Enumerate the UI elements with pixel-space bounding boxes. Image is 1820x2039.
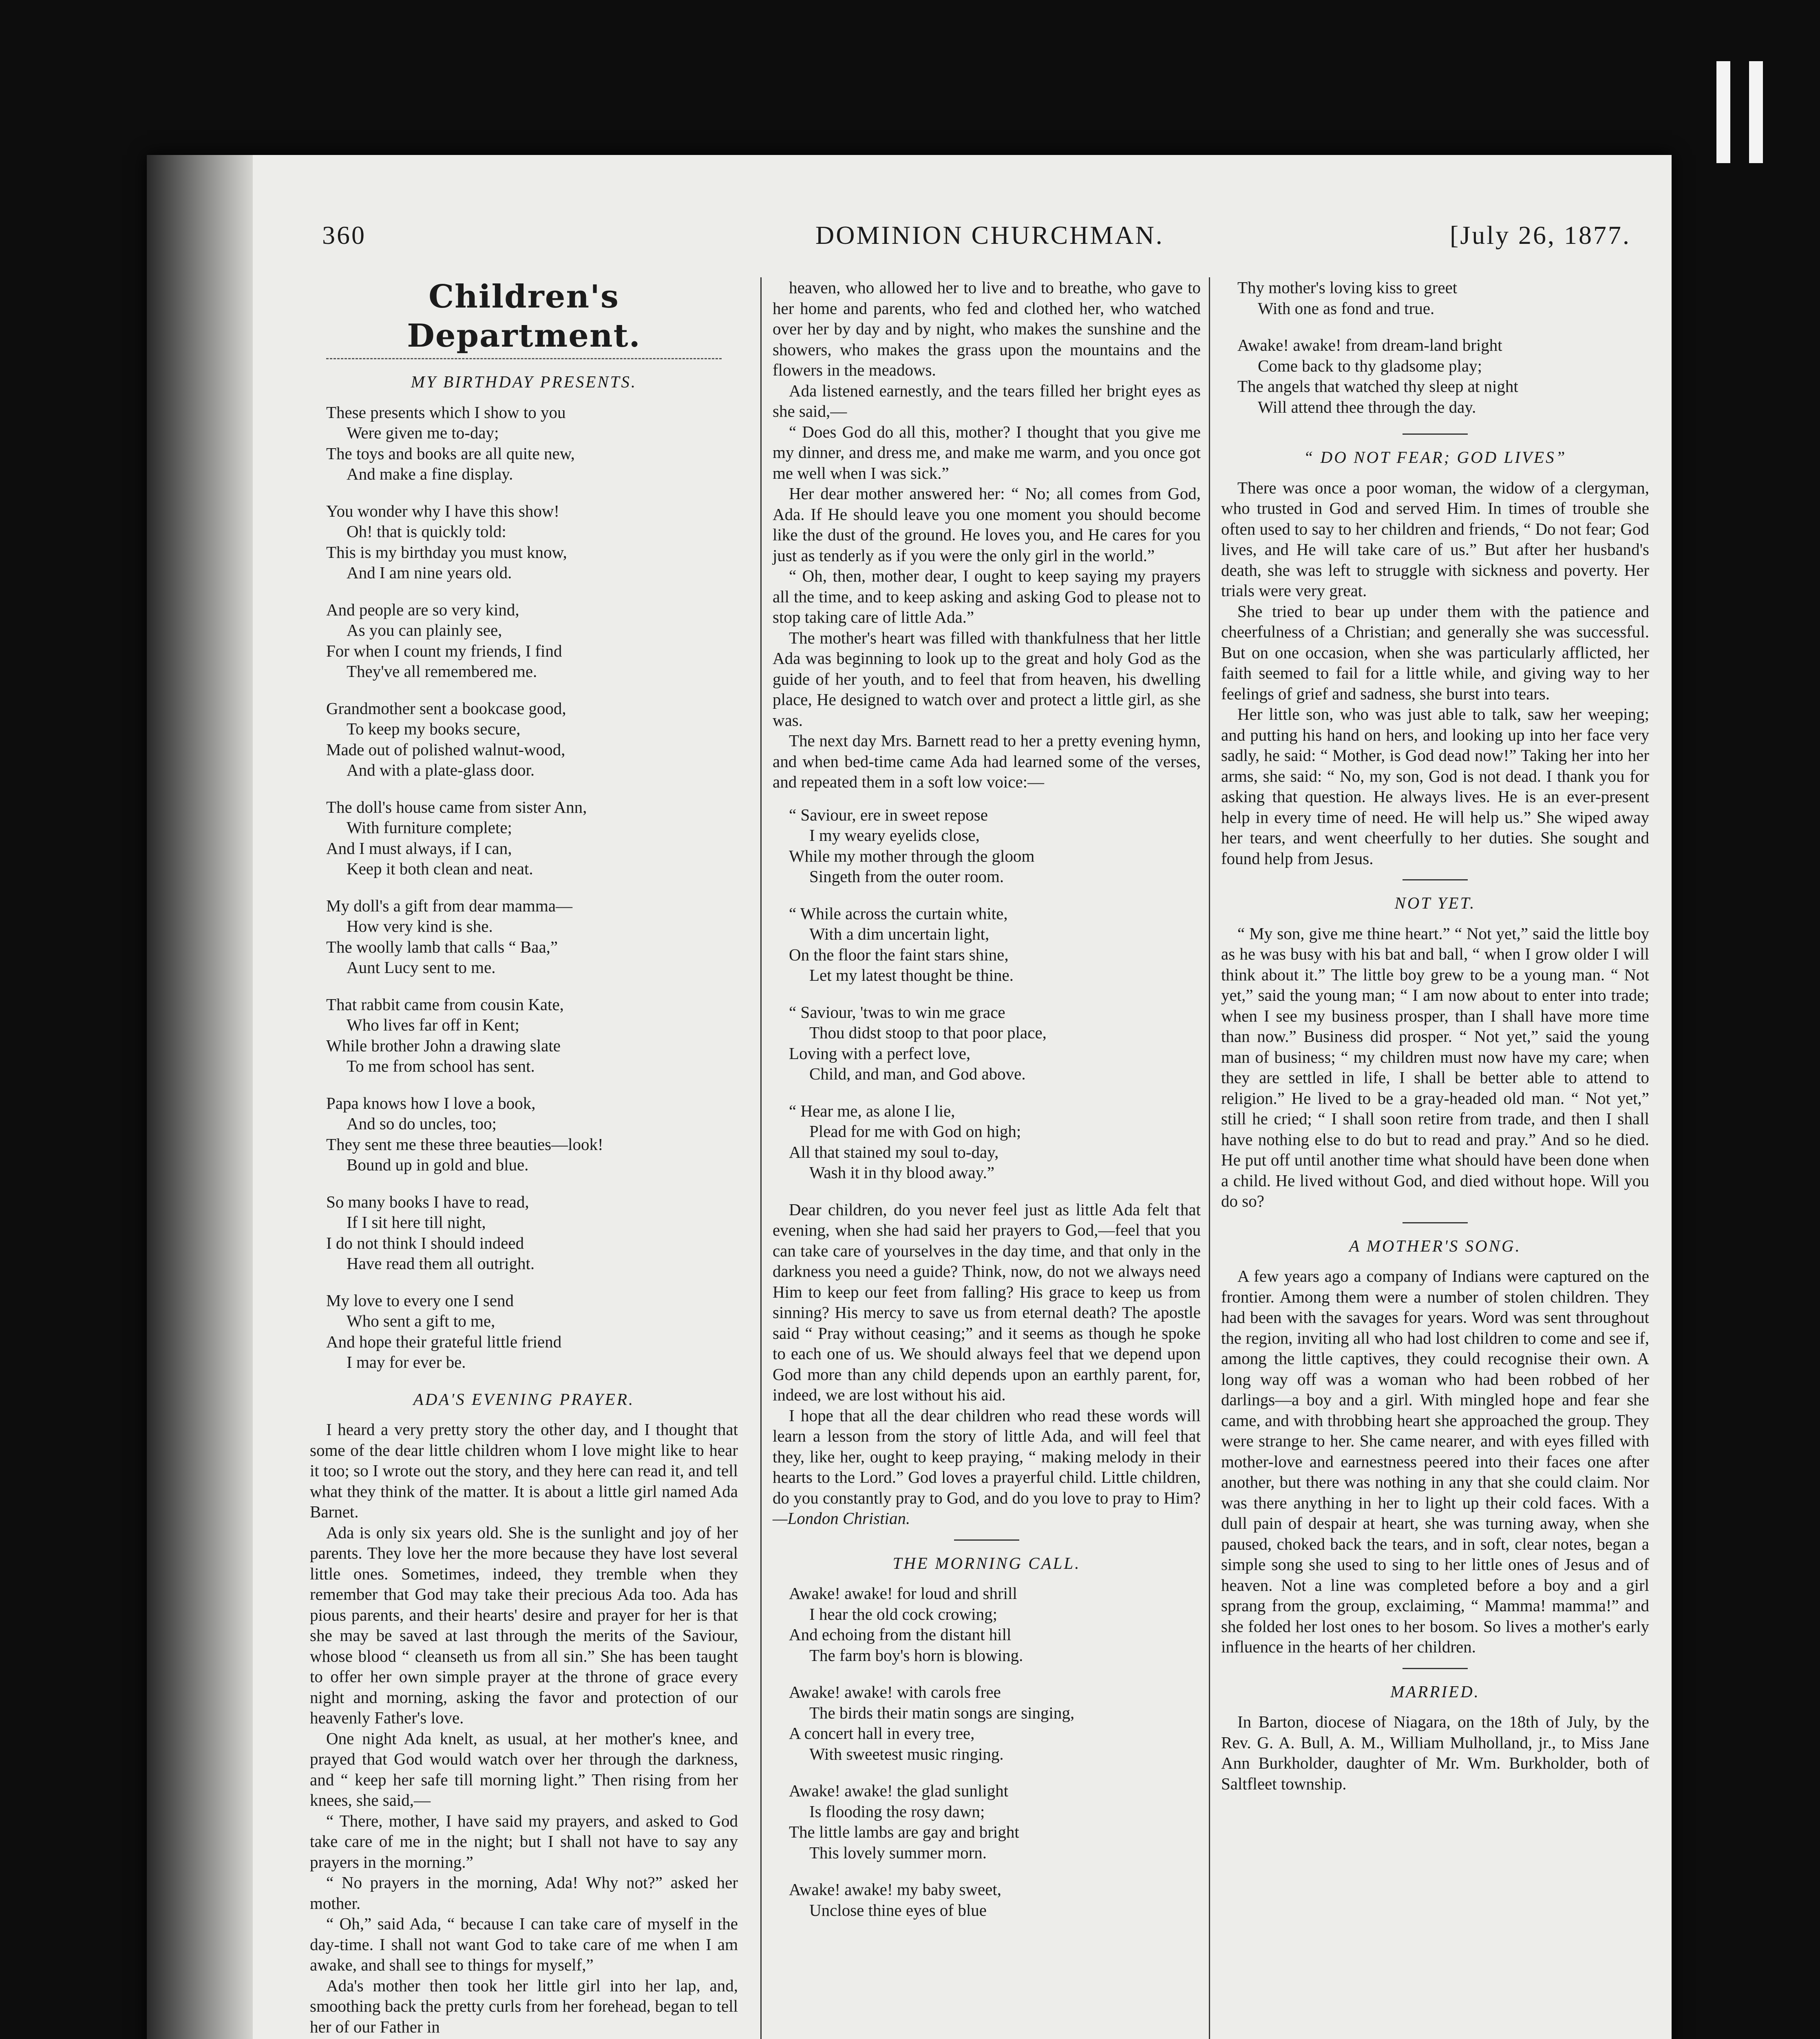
page-header (294, 212, 1647, 257)
verse-line: Aunt Lucy sent to me. (347, 958, 496, 977)
stanza (789, 1682, 1201, 1764)
verse-line: And I am nine years old. (347, 563, 512, 582)
story-title: ADA'S EVENING PRAYER. (413, 1389, 635, 1409)
verse-line: For when I count my friends, I find (326, 641, 562, 660)
verse-line: With furniture complete; (347, 818, 512, 837)
paragraph: The mother's heart was filled with thankfulness that her little Ada was beginning to look up to the great and holy God as the guide of her youth, and to feel that from heaven, his dwelling place, He designed to watch over and protect a little girl, as she was. (773, 628, 1201, 730)
paragraph: The next day Mrs. Barnett read to her a pretty evening hymn, and when bed-time came Ada had learned some of the verses, and repeated them in a soft low voice:— (773, 731, 1201, 791)
verse-line: Bound up in gold and blue. (347, 1155, 529, 1174)
verse-line: As you can plainly see, (347, 621, 502, 639)
section-divider (1403, 879, 1468, 880)
verse-line: With a dim uncertain light, (809, 924, 990, 943)
verse-line: Awake! awake! my baby sweet, (789, 1880, 1002, 1899)
notice-title: MARRIED. (1390, 1682, 1480, 1701)
column-1 (310, 277, 738, 2037)
verse-line: I may for ever be. (347, 1353, 466, 1371)
paragraph: A few years ago a company of Indians were captured on the frontier. Among them were a number of stolen children. They had been with the savages for years. Word was sent throughout the region, inviting all who had lost children to come and see if, among the little captives, they could recognise their own. A long way off was a woman who had been robbed of her darlings—a boy and a girl. With mingled hope and fear she came, and with throbbing heart she approached the group. They were strange to her. She came nearer, and with eyes filled with mother-love and earnestness peered into their faces one after another, but there was nothing in any that she could claim. Nor was there anything in her to light up their cold faces. With a dull pain of despair at heart, she was turning away, when she paused, choked back the tears, and in soft, clear notes, began a simple song she used to sing to her little ones of Jesus and of heaven. Not a line was completed before a boy and a girl sprang from the group, exclaiming, “ Mamma! mamma!” and she folded her lost ones to her bosom. So lives a mother's early influence in the hearts of her children. (1221, 1267, 1649, 1656)
verse-line: While my mother through the gloom (789, 846, 1035, 865)
verse-line: These presents which I show to you (326, 402, 566, 422)
paragraph: Her little son, who was just able to talk, saw her weeping; and putting his hand on hers, and looking up into her face very sadly, he said: “ Mother, is God dead now!” Taking her into her arms, she said: “ No, my son, God is not dead. I thank you for asking that question. He always lives. He is an ever-present help in every time of need. He will help us.” She wiped away her tears, and went cheerfully to her duties. She sought and found help from Jesus. (1221, 705, 1649, 868)
verse-line: My doll's a gift from dear mamma— (326, 896, 573, 915)
verse-line: With one as fond and true. (1258, 299, 1435, 318)
paragraph: One night Ada knelt, as usual, at her mother's knee, and prayed that God would watch over her through the darkness, and “ keep her safe till morning light.” Then rising from her knees, she said,— (310, 1729, 738, 1809)
section-divider (954, 1539, 1019, 1541)
verse-line: Child, and man, and God above. (809, 1064, 1026, 1083)
paragraph: Ada's mother then took her little girl into her lap, and, smoothing back the pretty curls from her forehead, began to tell her of our Father in (310, 1976, 738, 2036)
verse-line: And so do uncles, too; (347, 1114, 497, 1133)
story-not-yet (1221, 923, 1649, 1212)
verse-line: The farm boy's horn is blowing. (809, 1645, 1023, 1665)
story-continued (773, 277, 1201, 792)
page-gutter-shadow (147, 155, 253, 2039)
verse-line: Awake! awake! the glad sunlight (789, 1781, 1009, 1800)
title-divider (326, 358, 722, 359)
evening-hymn (773, 805, 1201, 1183)
poem-birthday-presents (310, 402, 738, 1373)
story-title: “ DO NOT FEAR; GOD LIVES” (1303, 448, 1567, 467)
verse-line: The woolly lamb that calls “ Baa,” (326, 937, 558, 956)
verse-line: The angels that watched thy sleep at night (1237, 377, 1518, 396)
stanza (326, 1192, 738, 1274)
stanza (789, 1002, 1201, 1084)
verse-line: “ Saviour, 'twas to win me grace (789, 1002, 1005, 1022)
verse-line: Awake! awake! for loud and shrill (789, 1584, 1017, 1603)
verse-line: And echoing from the distant hill (789, 1625, 1012, 1644)
stanza (326, 1290, 738, 1373)
verse-line: So many books I have to read, (326, 1192, 529, 1211)
stanza (789, 805, 1201, 887)
paragraph: “ My son, give me thine heart.” “ Not yet,” said the little boy as he was busy with his bat and ball, “ when I grow older I will think about it.” The little boy grew to be a young man. “ Not yet,” said the young man; “ I am now about to enter into trade; when I see my business prosper, than I shall have more time than now.” Business did prosper. “ Not yet,” said the young man of business; “ my children must now have my care; when they are settled in life, I shall be better able to attend to religion.” He lived to be a gray-headed old man. “ Not yet,” still he cried; “ I shall soon retire from trade, and then I shall have nothing else to do but to read and pray.” And so he died. He put off until another time what should have been done when a child. He lived without God, and died without hope. Will you do so? (1221, 924, 1649, 1210)
verse-line: And people are so very kind, (326, 600, 519, 619)
registration-mark (1749, 61, 1763, 163)
paragraph: I heard a very pretty story the other day, and I thought that some of the dear little children whom I love might like to hear it too; so I wrote out the story, and they here can read it, and tell what they think of the matter. It is about a little girl named Ada Barnet. (310, 1420, 738, 1521)
verse-line: The little lambs are gay and bright (789, 1822, 1019, 1841)
verse-line: On the floor the faint stars shine, (789, 945, 1009, 964)
verse-line: That rabbit came from cousin Kate, (326, 995, 564, 1014)
verse-line: Let my latest thought be thine. (809, 966, 1014, 984)
paragraph: She tried to bear up under them with the patience and cheerfulness of a Christian; and generally she was successful. But on one occasion, when she was particularly afflicted, her faith seemed to fail for a little while, and giving way to her feelings of grief and sadness, she burst into tears. (1221, 602, 1649, 703)
section-divider (1403, 1668, 1468, 1669)
issue-date: [July 26, 1877. (1450, 221, 1631, 250)
verse-line: And hope their grateful little friend (326, 1332, 562, 1351)
story-do-not-fear (1221, 478, 1649, 869)
story-adas-evening-prayer (310, 1419, 738, 2037)
stanza (326, 896, 738, 978)
verse-line: Who sent a gift to me, (347, 1311, 495, 1330)
stanza (326, 402, 738, 484)
source-credit: —London Christian. (773, 1509, 910, 1528)
verse-line: “ Hear me, as alone I lie, (789, 1101, 955, 1120)
publication-title: DOMINION CHURCHMAN. (815, 221, 1164, 250)
stanza (326, 797, 738, 879)
verse-line: “ While across the curtain white, (789, 904, 1008, 923)
verse-line: They sent me these three beauties—look! (326, 1134, 603, 1154)
stanza (1237, 277, 1649, 318)
section-divider (1403, 1222, 1468, 1223)
stanza (326, 501, 738, 583)
verse-line: Is flooding the rosy dawn; (809, 1802, 985, 1821)
verse-line: Made out of polished walnut-wood, (326, 740, 565, 759)
paragraph: Ada listened earnestly, and the tears filled her bright eyes as she said,— (773, 381, 1201, 420)
stanza (326, 698, 738, 781)
stanza (789, 1879, 1201, 1920)
story-title: A MOTHER'S SONG. (1349, 1236, 1521, 1255)
verse-line: Thy mother's loving kiss to greet (1237, 278, 1458, 297)
paragraph: Her dear mother answered her: “ No; all comes from God, Ada. If He should leave you one moment you should become like the dust of the ground. He loves you, and He cares for you just as tenderly as if you were the only girl in the world.” (773, 484, 1201, 565)
poem-morning-call (773, 1583, 1201, 1920)
stanza (789, 1583, 1201, 1665)
registration-mark (1716, 61, 1730, 163)
paragraph: heaven, who allowed her to live and to breathe, who gave to her home and parents, who fed and clothed her, who watched over her by day and by night, who makes the sunshine and the showers, who makes the grass upon the mountains and the flowers in the meadows. (773, 278, 1201, 379)
verse-line: To keep my books secure, (347, 719, 521, 738)
verse-line: The toys and books are all quite new, (326, 444, 575, 463)
stanza (326, 1093, 738, 1175)
story-mothers-song (1221, 1266, 1649, 1657)
paragraph: “ Does God do all this, mother? I thought that you give me my dinner, and dress me, and make me warm, and you once got me well when I was sick.” (773, 422, 1201, 482)
story-title: NOT YET. (1394, 893, 1476, 912)
verse-line: I my weary eyelids close, (809, 826, 980, 845)
verse-line: Thou didst stoop to that poor place, (809, 1023, 1047, 1042)
verse-line: Come back to thy gladsome play; (1258, 356, 1482, 375)
verse-line: And make a fine display. (347, 464, 513, 483)
verse-line: All that stained my soul to-day, (789, 1142, 999, 1161)
paragraph: There was once a poor woman, the widow of a clergyman, who trusted in God and served Him. In times of trouble she often used to say to her children and friends, “ Do not fear; God lives, and He will take care of us.” But after her husband's death, she was left to struggle with sickness and poverty. Her trials were very great. (1221, 478, 1649, 600)
verse-line: The doll's house came from sister Ann, (326, 797, 587, 816)
paragraph: “ Oh,” said Ada, “ because I can take care of myself in the day-time. I shall not want God to take care of me when I am awake, and shall see to things for myself,” (310, 1914, 738, 1974)
verse-line: I hear the old cock crowing; (809, 1604, 998, 1623)
verse-line: You wonder why I have this show! (326, 501, 560, 520)
verse-line: Loving with a perfect love, (789, 1044, 971, 1063)
verse-line: Unclose thine eyes of blue (809, 1900, 987, 1920)
verse-line: And with a plate-glass door. (347, 761, 535, 779)
verse-line: I do not think I should indeed (326, 1233, 524, 1252)
verse-line: This is my birthday you must know, (326, 542, 567, 562)
closing-paragraph-2: I hope that all the dear children who read these words will learn a lesson from the story of little Ada, and will feel that they, like her, ought to keep praying, “ making melody in their hearts to the Lord.” God loves a prayerful child. Little children, do you constantly pray to God, and do you love to pray to Him? —London Christian. (773, 1406, 1201, 1528)
verse-line: If I sit here till night, (347, 1213, 486, 1232)
poem-morning-call-continued (1221, 277, 1649, 417)
stanza (1237, 335, 1649, 417)
verse-line: The birds their matin songs are singing, (809, 1703, 1075, 1722)
verse-line: And I must always, if I can, (326, 838, 512, 858)
verse-line: Wash it in thy blood away.” (809, 1163, 995, 1182)
verse-line: A concert hall in every tree, (789, 1724, 975, 1743)
column-divider (1209, 277, 1210, 2039)
column-divider (760, 277, 762, 2039)
paragraph: “ There, mother, I have said my prayers, and asked to God take care of me in the night; but I shall not have to say any prayers in the morning.” (310, 1811, 738, 1871)
paragraph: Ada is only six years old. She is the sunlight and joy of her parents. They love her the more because they have lost several little ones. Sometimes, indeed, they tremble when they remember that God may take their precious Ada too. Ada has pious parents, and their hearts' desire and prayer for her is that she may be saved at last through the merits of the Saviour, whose blood “ cleanseth us from all sin.” She has been taught to offer her own simple prayer at the throne of grace every night and morning, asking the favor and protection of our heavenly Father's love. (310, 1523, 738, 1727)
stanza (326, 599, 738, 682)
verse-line: Singeth from the outer room. (809, 867, 1004, 886)
closing-paragraph: Dear children, do you never feel just as little Ada felt that evening, when she had said her prayers to God,—feel that you can take care of yourselves in the day time, and that only in the darkness you need a guide? Think, now, do not we always need Him to keep our feet from falling? His grace to keep us from sinning? His mercy to save us from eternal death? The apostle said “ Pray without ceasing;” and it seems as though he spoke to each one of us. We should always feel that we depend upon God more than any child depends upon an earthly parent, for, indeed, we are lost without his aid. (773, 1200, 1201, 1404)
verse-line: With sweetest music ringing. (809, 1744, 1004, 1763)
verse-line: While brother John a drawing slate (326, 1036, 561, 1055)
poem-title: THE MORNING CALL. (892, 1553, 1081, 1572)
verse-line: Papa knows how I love a book, (326, 1093, 536, 1112)
verse-line: Who lives far off in Kent; (347, 1015, 519, 1034)
department-title: Children's Department. (407, 278, 641, 354)
verse-line: Awake! awake! from dream-land bright (1237, 336, 1502, 354)
column-3 (1221, 277, 1649, 1794)
marriage-notice: In Barton, diocese of Niagara, on the 18th of July, by the Rev. G. A. Bull, A. M., William Mulholland, jr., to Miss Jane Ann Burkholder, daughter of Mr. Wm. Burkholder, both of Saltfleet township. (1221, 1712, 1649, 1793)
verse-line: Awake! awake! with carols free (789, 1683, 1001, 1701)
verse-line: Keep it both clean and neat. (347, 859, 533, 878)
stanza (789, 903, 1201, 986)
verse-line: They've all remembered me. (347, 662, 537, 681)
verse-line: Plead for me with God on high; (809, 1122, 1021, 1141)
stanza (789, 1780, 1201, 1863)
page-number: 360 (322, 221, 366, 250)
verse-line: How very kind is she. (347, 917, 493, 935)
paragraph: “ No prayers in the morning, Ada! Why not?” asked her mother. (310, 1873, 738, 1913)
verse-line: “ Saviour, ere in sweet repose (789, 805, 988, 824)
verse-line: My love to every one I send (326, 1291, 514, 1310)
verse-line: Will attend thee through the day. (1258, 397, 1476, 416)
verse-line: Were given me to-day; (347, 423, 499, 442)
paragraph: “ Oh, then, mother dear, I ought to keep saying my prayers all the time, and to keep asking and asking God to please not to stop taking care of little Ada.” (773, 566, 1201, 626)
column-2 (773, 277, 1201, 1937)
verse-line: Grandmother sent a bookcase good, (326, 699, 566, 718)
stanza (789, 1101, 1201, 1183)
verse-line: To me from school has sent. (347, 1057, 535, 1075)
verse-line: Have read them all outright. (347, 1254, 535, 1273)
poem-title: MY BIRTHDAY PRESENTS. (411, 372, 637, 391)
section-divider (1403, 433, 1468, 435)
stanza (326, 994, 738, 1077)
verse-line: Oh! that is quickly told: (347, 522, 506, 541)
verse-line: This lovely summer morn. (809, 1843, 987, 1862)
